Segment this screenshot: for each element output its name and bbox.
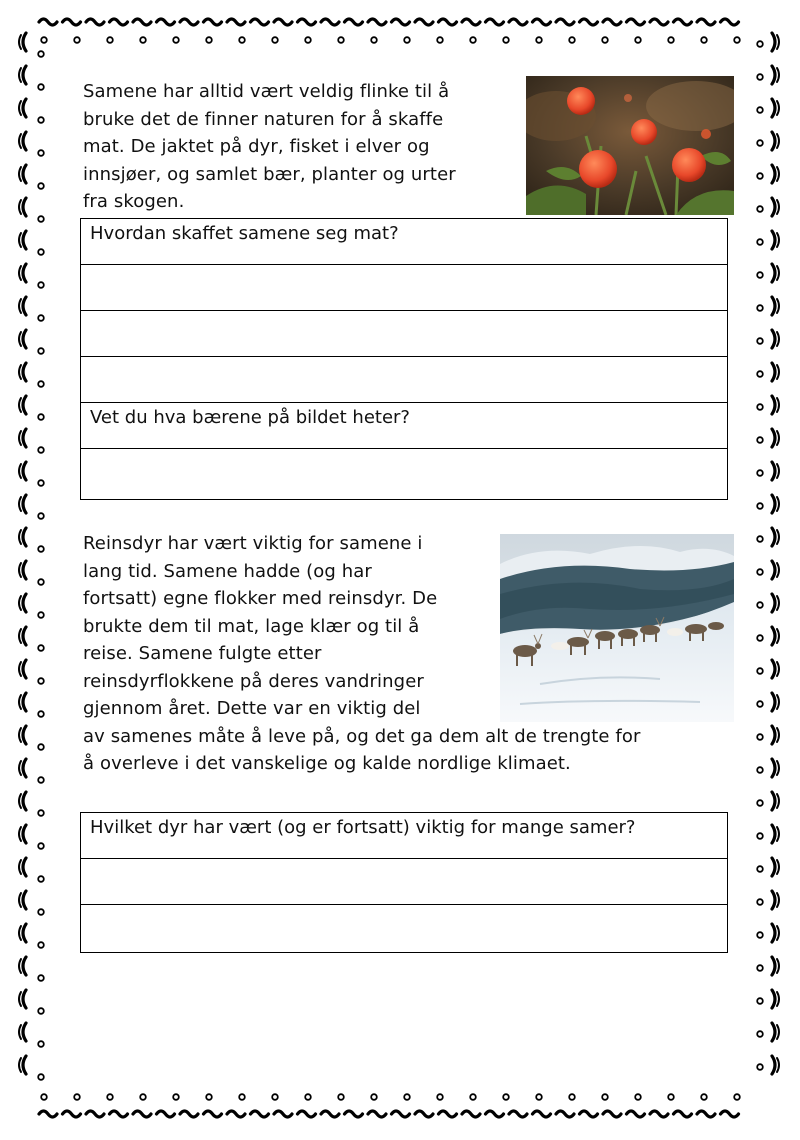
text-line: fra skogen.: [83, 191, 185, 212]
question-table-2: [80, 812, 728, 953]
reindeer-photo: [500, 534, 734, 722]
answer-line[interactable]: [81, 449, 727, 495]
text-line: lang tid. Samene hadde (og har: [83, 560, 372, 582]
answer-line[interactable]: [81, 905, 727, 951]
question-berries: Vet du hva bærene på bildet heter?: [81, 403, 727, 449]
text-line: reinsdyrflokkene på deres vandringer: [83, 670, 424, 692]
text-line: innsjøer, og samlet bær, planter og urter: [83, 163, 456, 185]
text-line: Samene har alltid vært veldig flinke til å: [83, 81, 450, 102]
text-line: bruke det de finner naturen for å skaffe: [83, 108, 444, 130]
answer-line[interactable]: [81, 311, 727, 357]
text-line: å overleve i det vanskelige og kalde nordlige klimaet.: [83, 753, 571, 774]
answer-line[interactable]: [81, 357, 727, 403]
question-table-1: [80, 218, 728, 500]
answer-line[interactable]: [81, 859, 727, 905]
question-animal: Hvilket dyr har vært (og er fortsatt) viktig for mange samer?: [81, 813, 727, 859]
text-line: reise. Samene fulgte etter: [83, 643, 322, 664]
text-line: brukte dem til mat, lage klær og til å: [83, 615, 420, 637]
cloudberry-photo: [526, 76, 734, 215]
text-line: Reinsdyr har vært viktig for samene i: [83, 533, 423, 554]
text-line: av samenes måte å leve på, og det ga dem alt de trengte for: [83, 725, 641, 747]
paragraph-food: [83, 78, 456, 216]
text-line: gjennom året. Dette var en viktig del: [83, 698, 421, 719]
question-food: Hvordan skaffet samene seg mat?: [81, 219, 727, 265]
answer-line[interactable]: [81, 265, 727, 311]
text-line: fortsatt) egne flokker med reinsdyr. De: [83, 588, 438, 609]
text-line: mat. De jaktet på dyr, fisket i elver og: [83, 136, 430, 157]
